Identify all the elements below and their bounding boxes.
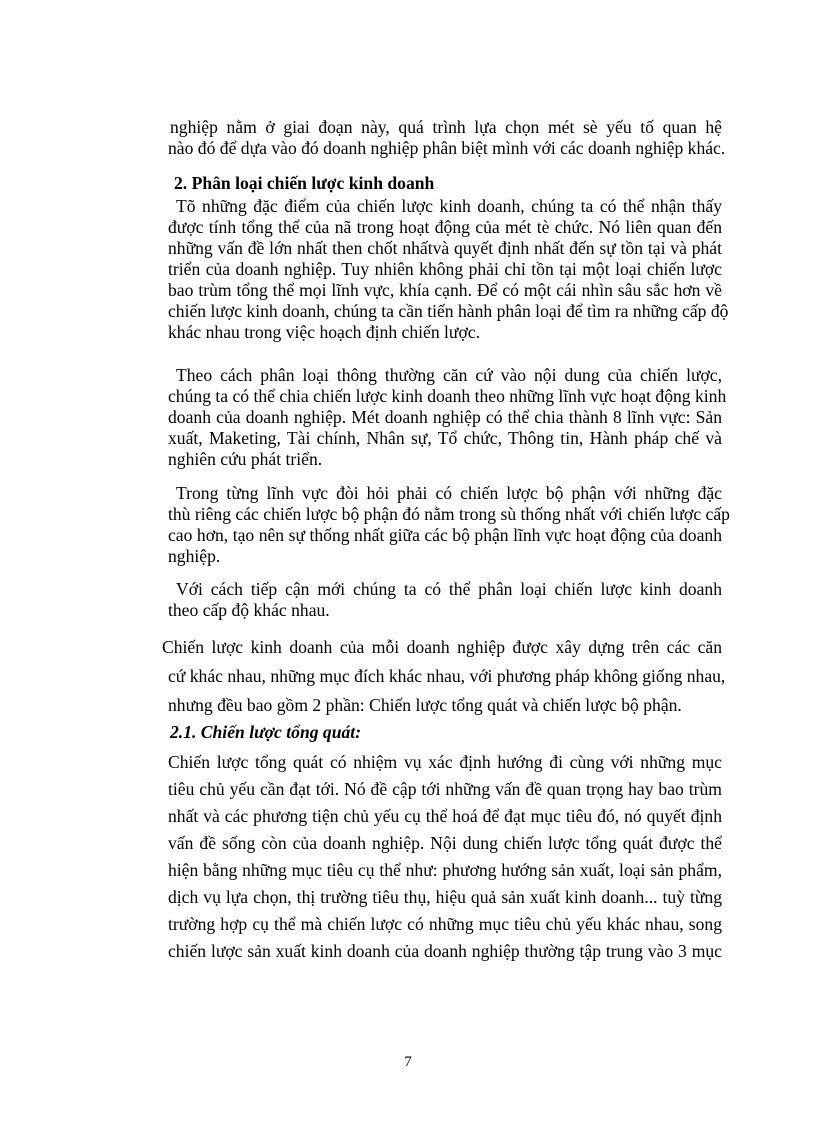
text-line: cao hơn, tạo nên sự thống nhất giữa các bộ phận lĩnh vực hoạt động của doanh xyxy=(168,525,722,545)
paragraph-4 xyxy=(170,579,722,621)
text-line: nghiệp nằm ở giai đoạn này, quá trình lựa chọn mét sè yếu tố quan hệ xyxy=(170,117,722,137)
text-line: nhất và các phương tiện chủ yếu cụ thể hoá để đạt mục tiêu đó, nó quyết định xyxy=(168,806,722,826)
text-line: nghiên cứu phát triển. xyxy=(168,449,323,469)
section-heading-2: 2. Phân loại chiến lược kinh doanh xyxy=(174,173,435,193)
text-line: chiến lược sản xuất kinh doanh của doanh nghiệp thường tập trung vào 3 mục xyxy=(168,941,722,961)
paragraph-0 xyxy=(168,117,726,159)
text-line: nhưng đều bao gồm 2 phần: Chiến lược tổng quát và chiến lược bộ phận. xyxy=(168,695,682,715)
text-line: Chiến lược tổng quát có nhiệm vụ xác định hướng đi cùng với những mục xyxy=(168,752,722,772)
paragraph-3 xyxy=(168,483,730,567)
text-line: Tõ những đặc điểm của chiến lược kinh doanh, chúng ta có thể nhận thấy xyxy=(176,196,722,216)
text-line: trường hợp cụ thể mà chiến lược có những mục tiêu chủ yếu khác nhau, song xyxy=(168,914,722,934)
subsection-heading-2-1: 2.1. Chiến lược tổng quát: xyxy=(170,722,362,742)
text-line: Trong từng lĩnh vực đòi hỏi phải có chiến lược bộ phận với những đặc xyxy=(176,483,722,503)
text-line: xuất, Maketing, Tài chính, Nhân sự, Tổ chức, Thông tin, Hành pháp chế và xyxy=(168,428,722,448)
text-line: Với cách tiếp cận mới chúng ta có thể phân loại chiến lược kinh doanh xyxy=(176,579,722,599)
text-line: chiến lược kinh doanh, chúng ta cần tiến hành phân loại để tìm ra những cấp độ xyxy=(168,301,729,321)
text-line: bao trùm tổng thể mọi lĩnh vực, khía cạnh. Để có một cái nhìn sâu sắc hơn về xyxy=(168,280,722,300)
text-line: theo cấp độ khác nhau. xyxy=(168,600,330,620)
text-line: cứ khác nhau, những mục đích khác nhau, với phương pháp không giống nhau, xyxy=(168,666,726,686)
text-line: khác nhau trong việc hoạch định chiến lược. xyxy=(168,322,480,342)
paragraph-1 xyxy=(168,196,729,343)
text-line: vấn đề sống còn của doanh nghiệp. Nội dung chiến lược tổng quát được thể xyxy=(168,833,722,853)
paragraph-6 xyxy=(170,749,722,965)
paragraph-5 xyxy=(162,632,726,720)
text-line: dịch vụ lựa chọn, thị trường tiêu thụ, hiệu quả sản xuất kinh doanh... tuỳ từng xyxy=(168,887,722,907)
text-line: thù riêng các chiến lược bộ phận đó nằm trong sù thống nhất với chiến lược cấp xyxy=(168,504,730,524)
text-line: được tính tổng thể của nã trong hoạt động của mét tè chức. Nó liên quan đến xyxy=(168,217,722,237)
text-line: những vấn đề lớn nhất then chốt nhấtvà quyết định nhất đến sự tồn tại và phát xyxy=(168,238,722,258)
text-line: hiện bằng những mục tiêu cụ thể như: phương hướng sản xuất, loại sản phẩm, xyxy=(168,860,722,880)
paragraph-2 xyxy=(168,365,727,470)
text-line: nào đó để dựa vào đó doanh nghiệp phân biệt mình với các doanh nghiệp khác. xyxy=(168,138,726,158)
text-line: doanh của doanh nghiệp. Mét doanh nghiệp có thể chia thành 8 lĩnh vực: Sản xyxy=(168,407,722,427)
page-number: 7 xyxy=(404,1054,412,1070)
text-line: chúng ta có thể chia chiến lược kinh doanh theo những lĩnh vực hoạt động kinh xyxy=(168,386,727,406)
text-line: Theo cách phân loại thông thường căn cứ vào nội dung của chiến lược, xyxy=(176,365,722,385)
text-line: tiêu chủ yếu cần đạt tới. Nó đề cập tới những vấn đề quan trọng hay bao trùm xyxy=(168,779,722,799)
text-line: Chiến lược kinh doanh của mỗi doanh nghiệp được xây dựng trên các căn xyxy=(162,637,722,657)
text-line: triển của doanh nghiệp. Tuy nhiên không phải chỉ tồn tại một loại chiến lược xyxy=(168,259,722,279)
text-line: nghiệp. xyxy=(168,546,221,566)
